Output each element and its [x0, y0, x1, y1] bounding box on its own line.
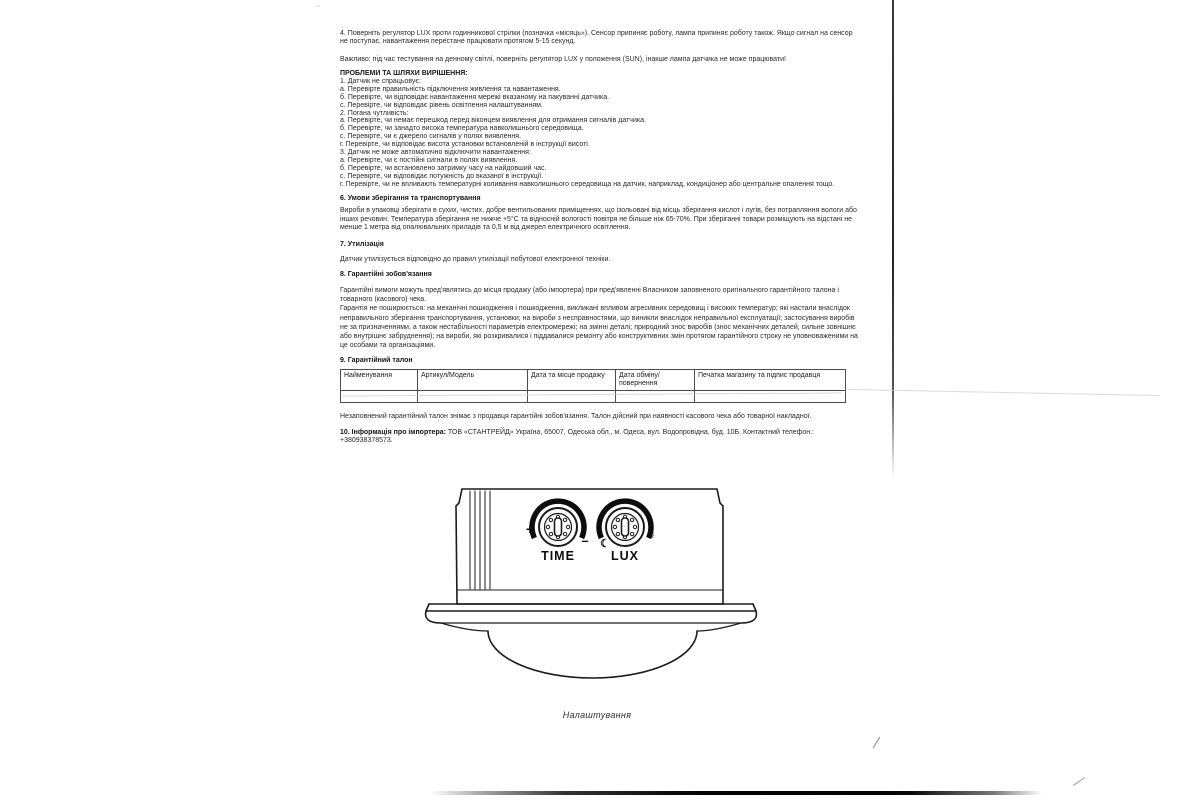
- troubleshooting-title: ПРОБЛЕМИ ТА ШЛЯХИ ВИРІШЕННЯ:: [340, 70, 468, 77]
- time-plus-mark: +: [525, 521, 535, 537]
- scan-diagonal-mark-artifact: [1073, 777, 1085, 786]
- sensor-dome: [488, 631, 697, 678]
- scan-table-tail-line-artifact: [848, 389, 1160, 396]
- col-header-exchange-date: Дата обміну/повернення: [616, 370, 695, 391]
- list-item: г. Перевірте, чи відповідає висота установки встановленій в інструкції висоті.: [340, 141, 590, 149]
- section-8-title: 8. Гарантійні зобов'язання: [340, 271, 432, 278]
- empty-cell: [616, 391, 695, 403]
- scan-smudge-artifact: ~: [315, 1, 321, 11]
- list-item: г. Перевірте, чи не впливають температурні коливання навколишнього середовища на датчик, наприклад, кондиціонер або центральне опалення тощо.: [340, 180, 835, 188]
- mounting-flange: [426, 604, 757, 631]
- step-4-paragraph: 4. Поверніть регулятор LUX проти годинникової стрілки (позначка «місяць»). Сенсор припиняє роботу, лампа припиняє роботу також. Якщо сигнал на сенсор не поступає, навантаження перестане працювати протягом 5-15 секунд.: [340, 30, 853, 45]
- coupon-note: Незаповнений гарантійний талон знімає з продавця гарантійні зобов'язання. Талон дійсний при наявності касового чека або товарної накладної.: [340, 413, 812, 420]
- warranty-exclusions-paragraph: Гарантія не поширюється: на механічні пошкодження і пошкодження, викликані впливом агресивних середовищ і високих температур; які настали внаслідок неправильного зберігання транспортування, установки; на вироби з несправностями, що виникли внаслідок неправильної експлуатації; застосування виробів не за призначеннями, а також нестабільності параметрів електромережі; на змінні деталі; природний знос виробів (знос механічних деталей, сильне зовнішнє або внутрішнє забруднення); на вироби, які розкривалися і піддавалися ремонту або конструктивних змін протягом гарантійного строку не уповноваженими на це особами та організаціями.: [340, 305, 858, 350]
- col-header-sale-date: Дата та місце продажу: [528, 370, 616, 391]
- col-header-name: Найменування: [341, 370, 418, 391]
- section-6-body: Вироби в упаковці зберігати в сухих, чистих, добре вентильованих приміщеннях, що ізольовані від місць зберігання кислот і лугів, без потрапляння вологи або інших речовин. Температура зберігання не нижче +5°С та відносній вологості повітря не більше ніж 65-70%. При зберіганні товари розміщують на відстані не менше 1 метра від опалювальних приладів та 0,5 м від джерел електричного освітлення.: [340, 207, 857, 232]
- col-header-stamp: Печатка магазину та підпис продавця: [695, 370, 846, 391]
- lux-knob-slot: [622, 518, 629, 536]
- lux-knob-label: LUX: [611, 549, 639, 563]
- important-note: Важливо: під час тестування на денному світлі, поверніть регулятор LUX у положення (SUN), інакше лампа датчика не може працювати!: [340, 56, 786, 63]
- list-item: б. Перевірте, чи занадто висока температура навколишнього середовища.: [340, 125, 584, 133]
- list-item: a. Перевірте правильність підключення живлення та навантаження.: [340, 85, 561, 93]
- time-minus-mark: –: [581, 533, 589, 548]
- warranty-claims-paragraph: Гарантійні вимоги можуть пред'являтись до місця продажу (або імпортера) при пред'явленні Власником заповненого оригінального гарантійного талона і товарного (касового) чека.: [340, 287, 839, 304]
- list-item: c. Перевірте, чи відповідає потужність до вказаної в інструкції.: [340, 172, 544, 180]
- scan-vertical-line-artifact: [892, 0, 894, 478]
- section-7-body: Датчик утилізується відповідно до правил утилізації побутової електронної техніки.: [340, 256, 611, 263]
- scan-bottom-line-artifact: [430, 791, 1042, 795]
- section-9-title: 9. Гарантійний талон: [340, 357, 413, 364]
- importer-details: ТОВ «СТАНТРЕЙД» Україна, 65007, Одеська обл., м. Одеса, вул. Водопровідна, буд. 10Б. Контактний телефон.: +380938378573.: [340, 429, 815, 444]
- time-knob-slot: [555, 518, 562, 536]
- list-item: c. Перевірте, чи є джерело сигналів у полях виявлення.: [340, 133, 521, 141]
- list-item: б. Перевірте, чи встановлено затримку часу на найдовший час.: [340, 164, 547, 172]
- section-8-body: [340, 286, 862, 350]
- section-7-title: 7. Утилізація: [340, 241, 384, 248]
- empty-cell: [418, 391, 528, 403]
- list-item: a. Перевірте, чи є постійні сигнали в полях виявлення.: [340, 156, 518, 164]
- section-6-title: 6. Умови зберігання та транспортування: [340, 195, 481, 202]
- device-body: [456, 489, 723, 604]
- col-header-model: Артикул/Модель: [418, 370, 528, 391]
- empty-cell: [341, 391, 418, 403]
- sensor-device-drawing: [408, 484, 760, 696]
- empty-cell: [528, 391, 616, 403]
- table-header-row: [341, 370, 846, 391]
- list-item: 1. Датчик не спрацьовує:: [340, 77, 421, 85]
- list-item: 3. Датчик не може автоматично відключити навантаження:: [340, 149, 531, 157]
- list-item: c. Перевірте, чи відповідає рівень освітлення налаштуванням.: [340, 101, 543, 109]
- scan-diagonal-mark-artifact: [873, 737, 881, 749]
- sun-icon: ☼: [645, 527, 657, 541]
- list-item: 2. Погана чутливість:: [340, 109, 409, 117]
- list-item: a. Перевірте, чи немає перешкод перед віконцем виявлення для отримання сигналів датчика.: [340, 117, 646, 125]
- list-item: б. Перевірте, чи відповідає навантаження мережі вказаному на пакуванні датчика.: [340, 93, 610, 101]
- warranty-coupon-table: [340, 369, 846, 403]
- figure-caption: Налаштування: [562, 710, 632, 720]
- importer-label: 10. Інформація про імпортера:: [340, 429, 446, 436]
- moon-icon: ☾: [600, 538, 610, 550]
- troubleshooting-section: [340, 70, 862, 189]
- time-knob-label: TIME: [541, 549, 575, 563]
- importer-info: [340, 429, 862, 445]
